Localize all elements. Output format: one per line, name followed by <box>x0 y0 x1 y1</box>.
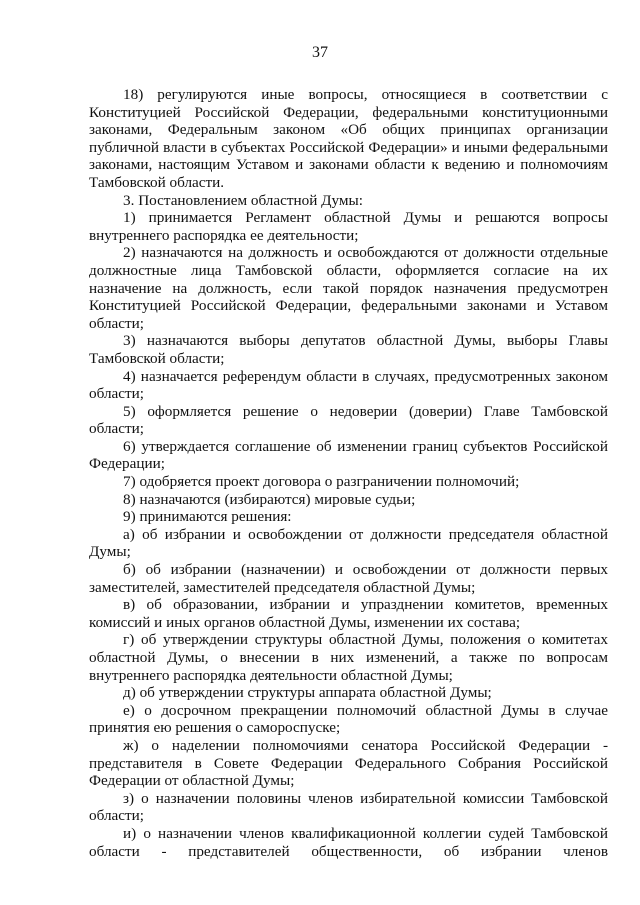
page-number: 37 <box>312 44 328 61</box>
paragraph-item-3: 3) назначаются выборы депутатов областной Думы, выборы Главы Тамбовской области; <box>89 332 608 367</box>
paragraph-subitem-i: и) о назначении членов квалификационной коллегии судей Тамбовской области - представителей общественности, об избрании членов <box>89 824 608 860</box>
paragraph-section-3-heading: 3. Постановлением областной Думы: <box>123 191 363 209</box>
document-body <box>89 86 608 860</box>
paragraph-item-6: 6) утверждается соглашение об изменении границ субъектов Российской Федерации; <box>89 437 608 473</box>
paragraph-item-4: 4) назначается референдум области в случаях, предусмотренных законом области; <box>89 367 608 403</box>
paragraph-subitem-b: б) об избрании (назначении) и освобождении от должности первых заместителей, заместителей председателя областной Думы; <box>89 561 608 596</box>
paragraph-item-9: 9) принимаются решения: <box>123 508 292 526</box>
paragraph-item-1: 1) принимается Регламент областной Думы и решаются вопросы внутреннего распорядка ее деятельности; <box>89 209 608 244</box>
paragraph-item-18: 18) регулируются иные вопросы, относящиеся в соответствии с Конституцией Российской Федерации, федеральными конституционными законами, Федеральным законом «Об общих принципах организации публичной власти в субъектах Российской Федерации» и иными федеральными законами, настоящим Уставом и законами области к ведению и полномочиям Тамбовской области. <box>89 86 608 191</box>
paragraph-subitem-a: а) об избрании и освобождении от должности председателя областной Думы; <box>89 525 608 561</box>
paragraph-item-5: 5) оформляется решение о недоверии (доверии) Главе Тамбовской области; <box>89 402 608 438</box>
paragraph-subitem-zh: ж) о наделении полномочиями сенатора Российской Федерации - представителя в Совете Федерации Федерального Собрания Российской Федерации от областной Думы; <box>89 736 608 790</box>
paragraph-item-2: 2) назначаются на должность и освобождаются от должности отдельные должностные лица Тамбовской области, оформляется согласие на их назначение на должность, если такой порядок назначения предусмотрен Конституцией Российской Федерации, федеральными законами и Уставом области; <box>89 244 608 332</box>
paragraph-item-7: 7) одобряется проект договора о разграничении полномочий; <box>123 473 520 491</box>
paragraph-subitem-v: в) об образовании, избрании и упразднении комитетов, временных комиссий и иных органов областной Думы, изменении их состава; <box>89 596 608 631</box>
paragraph-subitem-g: г) об утверждении структуры областной Думы, положения о комитетах областной Думы, о внесении в них изменений, а также по вопросам внутреннего распорядка деятельности областной Думы; <box>89 631 608 684</box>
paragraph-item-8: 8) назначаются (избираются) мировые судьи; <box>123 490 416 508</box>
paragraph-subitem-d: д) об утверждении структуры аппарата областной Думы; <box>123 684 492 702</box>
paragraph-subitem-e: е) о досрочном прекращении полномочий областной Думы в случае принятия ею решения о самороспуске; <box>89 701 608 737</box>
paragraph-subitem-z: з) о назначении половины членов избирательной комиссии Тамбовской области; <box>89 789 608 825</box>
